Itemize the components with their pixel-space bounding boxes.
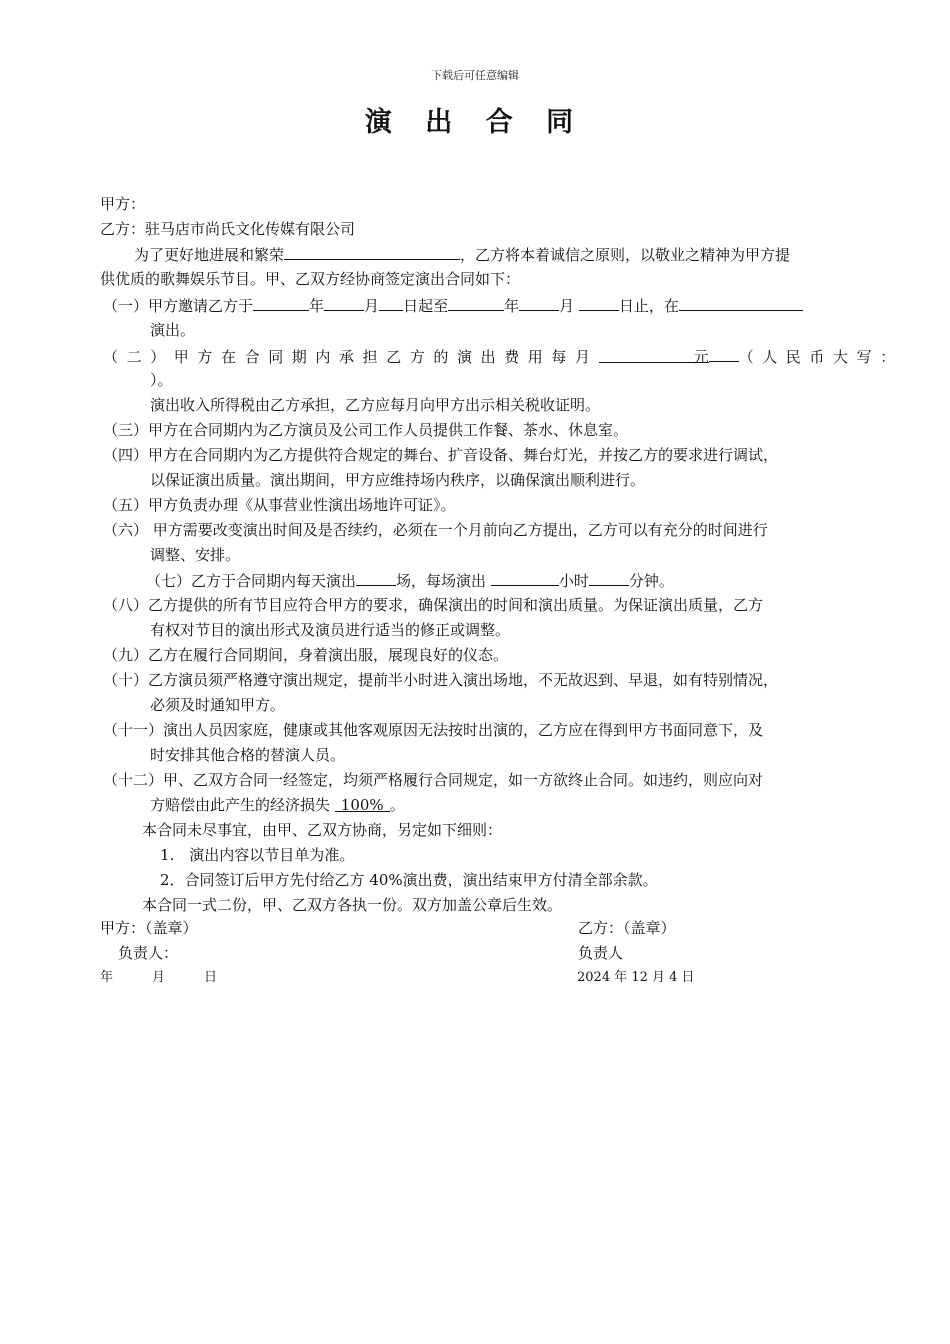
intro-line-1 <box>134 244 790 265</box>
clause-text: （七）乙方于合同期内每天演出 <box>146 572 357 590</box>
clause-1-line-2: 演出。 <box>150 321 196 339</box>
blank-field[interactable] <box>679 295 803 311</box>
clause-text: 。 <box>389 796 405 814</box>
clause-8-line-1: （八）乙方提供的所有节目应符合甲方的要求，确保演出的时间和演出质量。为保证演出质量，乙方 <box>103 596 764 614</box>
clause-6-line-2: 调整、安排。 <box>150 546 241 564</box>
intro-pre: 为了更好地进展和繁荣 <box>134 246 285 264</box>
clause-2-line-1 <box>103 346 904 367</box>
clause-2-line-2: ）。 <box>150 371 173 389</box>
yuan-unit: 元 <box>693 348 709 366</box>
clause-text: 小时 <box>558 572 589 590</box>
blank-field[interactable] <box>589 570 629 586</box>
details-intro: 本合同未尽事宜，由甲、乙双方协商，另定如下细则： <box>142 821 503 839</box>
clause-text: 日止，在 <box>618 297 679 315</box>
clause-4-line-1: （四）甲方在合同期内为乙方提供符合规定的舞台、扩音设备、舞台灯光，并按乙方的要求进行调试， <box>103 446 779 464</box>
clause-2-line-3: 演出收入所得税由乙方承担，乙方应每月向甲方出示相关税收证明。 <box>150 396 601 414</box>
clause-number: （一） <box>103 297 149 315</box>
clause-8-line-2: 有权对节目的演出形式及演员进行适当的修正或调整。 <box>150 621 511 639</box>
clause-12-line-2 <box>150 795 405 815</box>
party-b-representative: 负责人 <box>578 944 624 962</box>
clause-6-line-1: （六） 甲方需要改变演出时间及是否续约，必须在一个月前向乙方提出，乙方可以有充分的时间进行 <box>103 521 768 539</box>
clause-10-line-2: 必须及时通知甲方。 <box>150 696 286 714</box>
clause-text: 方赔偿由此产生的经济损失 <box>150 796 331 814</box>
clause-9: （九）乙方在履行合同期间，身着演出服，展现良好的仪态。 <box>103 646 509 664</box>
party-a-seal: 甲方：（盖章） <box>100 919 198 937</box>
blank-field[interactable] <box>284 244 460 260</box>
clause-12-line-1: （十二）甲、乙双方合同一经签定，均须严格履行合同规定，如一方欲终止合同。如违约，则应向对 <box>103 771 764 789</box>
document-title: 演 出 合 同 <box>364 107 586 138</box>
loss-percent[interactable]: 100% <box>335 795 390 812</box>
detail-item-1: 1. 演出内容以节目单为准。 <box>160 846 355 864</box>
blank-field[interactable] <box>579 295 619 311</box>
blank-field[interactable] <box>324 295 364 311</box>
party-a-label: 甲方： <box>100 195 146 213</box>
clause-text: （人民币大写： <box>738 348 904 366</box>
blank-field[interactable] <box>356 570 396 586</box>
clause-text: 分钟。 <box>628 572 674 590</box>
clause-text: 场，每场演出 <box>396 572 487 590</box>
clause-7 <box>146 570 674 591</box>
copies-clause: 本合同一式二份，甲、乙双方各执一份。双方加盖公章后生效。 <box>142 896 563 914</box>
header-note: 下载后可任意编辑 <box>431 69 519 82</box>
blank-field[interactable] <box>709 346 739 362</box>
clause-3: （三）甲方在合同期内为乙方演员及公司工作人员提供工作餐、茶水、休息室。 <box>103 421 629 439</box>
clause-text: 月 <box>364 297 380 315</box>
blank-field[interactable] <box>491 570 559 586</box>
clause-text: 甲方邀请乙方于 <box>148 297 254 315</box>
blank-field[interactable] <box>253 295 309 311</box>
clause-text: 月 <box>559 297 575 315</box>
party-a-representative: 负责人： <box>118 944 179 962</box>
party-b-seal: 乙方：（盖章） <box>578 919 676 937</box>
clause-10-line-1: （十）乙方演员须严格遵守演出规定，提前半小时进入演出场地，不无故迟到、早退，如有特别情况， <box>103 671 779 689</box>
fee-field[interactable] <box>599 347 709 366</box>
clause-11-line-1: （十一）演出人员因家庭，健康或其他客观原因无法按时出演的，乙方应在得到甲方书面同意下，及 <box>103 721 764 739</box>
clause-11-line-2: 时安排其他合格的替演人员。 <box>150 746 346 764</box>
party-a-date: 年 月 日 <box>100 970 218 985</box>
detail-item-2: 2．合同签订后甲方先付给乙方 40%演出费，演出结束甲方付清全部余款。 <box>160 871 658 889</box>
blank-field[interactable] <box>448 295 504 311</box>
intro-post: ，乙方将本着诚信之原则，以敬业之精神为甲方提 <box>460 246 791 264</box>
clause-text: 年 <box>504 297 520 315</box>
blank-field[interactable] <box>519 295 559 311</box>
clause-text: （二）甲方在合同期内承担乙方的演出费用每月 <box>103 348 599 366</box>
clause-text: 日起至 <box>403 297 449 315</box>
intro-line-2: 供优质的歌舞娱乐节目。甲、乙双方经协商签定演出合同如下： <box>100 270 521 288</box>
party-b-label: 乙方：驻马店市尚氏文化传媒有限公司 <box>100 220 356 238</box>
clause-1-line-1 <box>103 295 803 316</box>
party-b-date: 2024 年 12 月 4 日 <box>577 970 695 985</box>
clause-text: 年 <box>309 297 325 315</box>
clause-4-line-2: 以保证演出质量。演出期间，甲方应维持场内秩序，以确保演出顺利进行。 <box>150 471 646 489</box>
clause-5: （五）甲方负责办理《从事营业性演出场地许可证》。 <box>103 496 456 514</box>
blank-field[interactable] <box>379 295 403 311</box>
